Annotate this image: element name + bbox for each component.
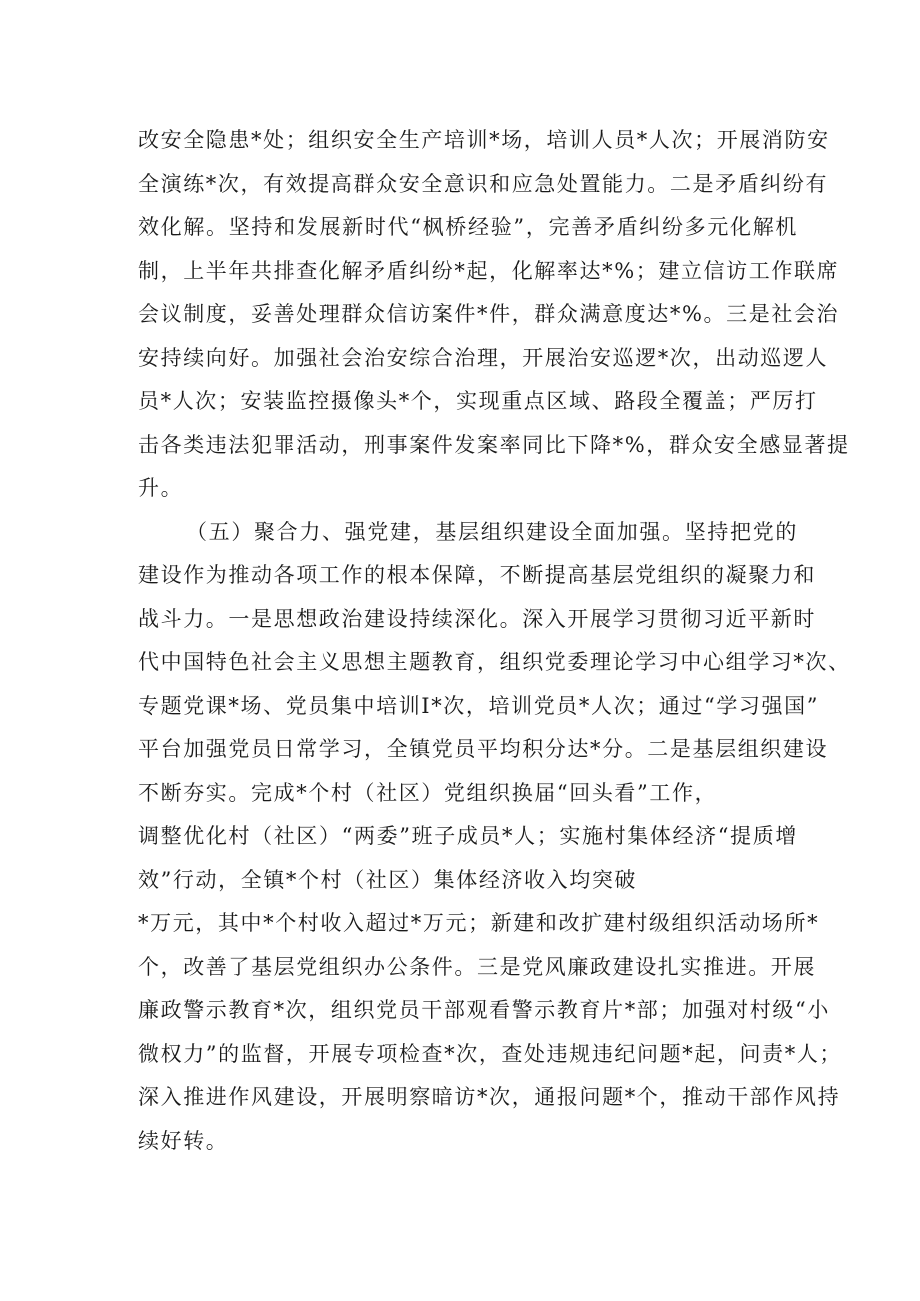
text-line: 深入推进作风建设，开展明察暗访*次，通报问题*个，推动干部作风持 bbox=[138, 1085, 841, 1109]
text-line: 专题党课*场、党员集中培训I*次，培训党员*人次；通过“学习强国” bbox=[138, 694, 820, 718]
text-line: 个，改善了基层党组织办公条件。三是党风廉政建设扎实推进。开展 bbox=[138, 955, 816, 979]
text-line: 建设作为推动各项工作的根本保障，不断提高基层党组织的凝聚力和 bbox=[138, 563, 816, 587]
text-line: 续好转。 bbox=[138, 1129, 229, 1153]
text-line: 员*人次；安装监控摄像头*个，实现重点区域、路段全覆盖；严厉打 bbox=[138, 389, 818, 413]
text-line: 廉政警示教育*次，组织党员干部观看警示教育片*部；加强对村级“小 bbox=[138, 998, 830, 1022]
text-line: 改安全隐患*处；组织安全生产培训*场，培训人员*人次；开展消防安 bbox=[138, 128, 830, 152]
text-line: 安持续向好。加强社会治安综合治理，开展治安巡逻*次，出动巡逻人 bbox=[138, 346, 829, 370]
text-line: 击各类违法犯罪活动，刑事案件发案率同比下降*%，群众安全感显著提 bbox=[138, 433, 850, 457]
text-line: 微权力”的监督，开展专项检查*次，查处违规违纪问题*起，问责*人； bbox=[138, 1042, 843, 1066]
text-line: *万元，其中*个村收入超过*万元；新建和改扩建村级组织活动场所* bbox=[138, 911, 820, 935]
text-line: 会议制度，妥善处理群众信访案件*件，群众满意度达*%。三是社会治 bbox=[138, 302, 840, 326]
text-line: 调整优化村（社区）“两委”班子成员*人；实施村集体经济“提质增 bbox=[138, 824, 798, 848]
text-line: 战斗力。一是思想政治建设持续深化。深入开展学习贯彻习近平新时 bbox=[138, 607, 816, 631]
text-line: 效”行动，全镇*个村（社区）集体经济收入均突破 bbox=[138, 868, 638, 892]
section-heading-line: （五）聚合力、强党建，基层组织建设全面加强。坚持把党的 bbox=[186, 520, 798, 544]
text-line: 升。 bbox=[138, 476, 184, 500]
text-line: 制，上半年共排查化解矛盾纠纷*起，化解率达*%；建立信访工作联席 bbox=[138, 259, 840, 283]
text-line: 代中国特色社会主义思想主题教育，组织党委理论学习中心组学习*次、 bbox=[138, 650, 851, 674]
text-line: 平台加强党员日常学习，全镇党员平均积分达*分。二是基层组织建设 bbox=[138, 737, 829, 761]
text-line: 效化解。坚持和发展新时代“枫桥经验”，完善矛盾纠纷多元化解机 bbox=[138, 215, 798, 239]
text-line: 不断夯实。完成*个村（社区）党组织换届“回头看”工作， bbox=[138, 781, 718, 805]
text-line: 全演练*次，有效提高群众安全意识和应急处置能力。二是矛盾纠纷有 bbox=[138, 172, 829, 196]
